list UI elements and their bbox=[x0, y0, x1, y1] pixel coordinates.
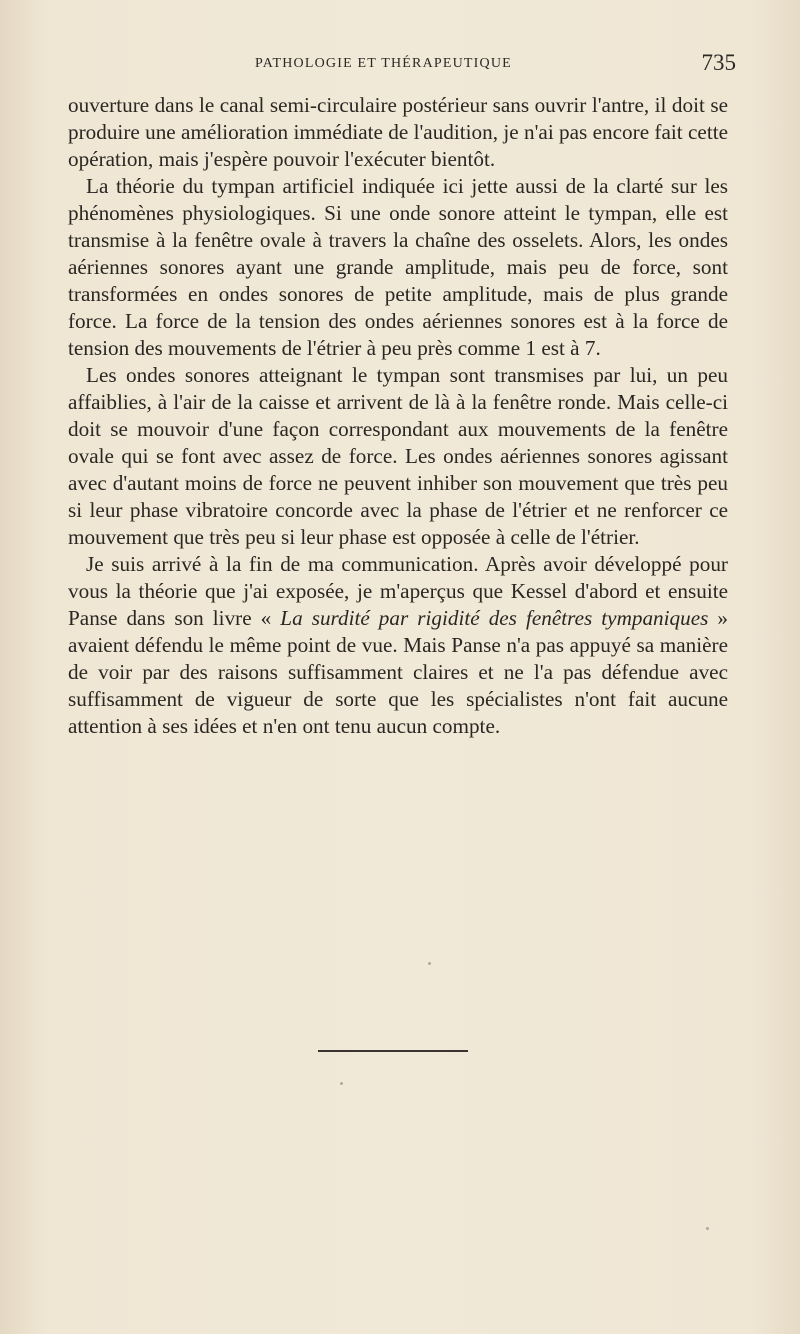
paragraph-4-text-before: Je suis arrivé à la fin de ma communication. Après avoir développé pour vous la théorie que j'ai exposée, je m'aperçus que Kessel d'abord et ensuite Panse dans son livre « bbox=[68, 552, 728, 630]
paper-speck bbox=[428, 962, 431, 965]
running-title: PATHOLOGIE ET THÉRAPEUTIQUE bbox=[255, 56, 512, 71]
page-header bbox=[0, 50, 800, 80]
end-rule bbox=[318, 1050, 468, 1052]
paper-speck bbox=[706, 1227, 709, 1230]
paragraph-4-text-after: » avaient défendu le même point de vue. Mais Panse n'a pas appuyé sa manière de voir par des raisons suffisamment claires et ne l'a pas défendue avec suffisamment de vigueur de sorte que les spécialistes n'ont fait aucune attention à ses idées et n'en ont tenu aucun compte. bbox=[68, 606, 729, 738]
paper-speck bbox=[340, 1082, 343, 1085]
book-title: La surdité par rigidité des fenêtres tympaniques bbox=[280, 606, 709, 630]
body-text bbox=[68, 92, 728, 740]
paragraph-1: ouverture dans le canal semi-circulaire postérieur sans ouvrir l'antre, il doit se produire une amélioration immédiate de l'audition, je n'ai pas encore fait cette opération, mais j'espère pouvoir l'exécuter bientôt. bbox=[68, 93, 728, 171]
paragraph-2: La théorie du tympan artificiel indiquée ici jette aussi de la clarté sur les phénomènes physiologiques. Si une onde sonore atteint le tympan, elle est transmise à la fenêtre ovale à travers la chaîne des osselets. Alors, les ondes aériennes sonores ayant une grande amplitude, mais peu de force, sont transformées en ondes sonores de petite amplitude, mais de plus grande force. La force de la tension des ondes aériennes sonores est à la force de tension des mouvements de l'étrier à peu près comme 1 est à 7. bbox=[68, 174, 728, 360]
paragraph-3: Les ondes sonores atteignant le tympan sont transmises par lui, un peu affaiblies, à l'air de la caisse et arrivent de là à la fenêtre ronde. Mais celle-ci doit se mouvoir d'une façon correspondant aux mouvements de la fenêtre ovale qui se font avec assez de force. Les ondes aériennes sonores agissant avec d'autant moins de force ne peuvent inhiber son mouvement que très peu si leur phase vibratoire concorde avec la phase de l'étrier et ne renforcer ce mouvement que très peu si leur phase est opposée à celle de l'étrier. bbox=[68, 363, 728, 549]
paragraph-4 bbox=[68, 551, 728, 740]
page-number: 735 bbox=[701, 50, 736, 75]
